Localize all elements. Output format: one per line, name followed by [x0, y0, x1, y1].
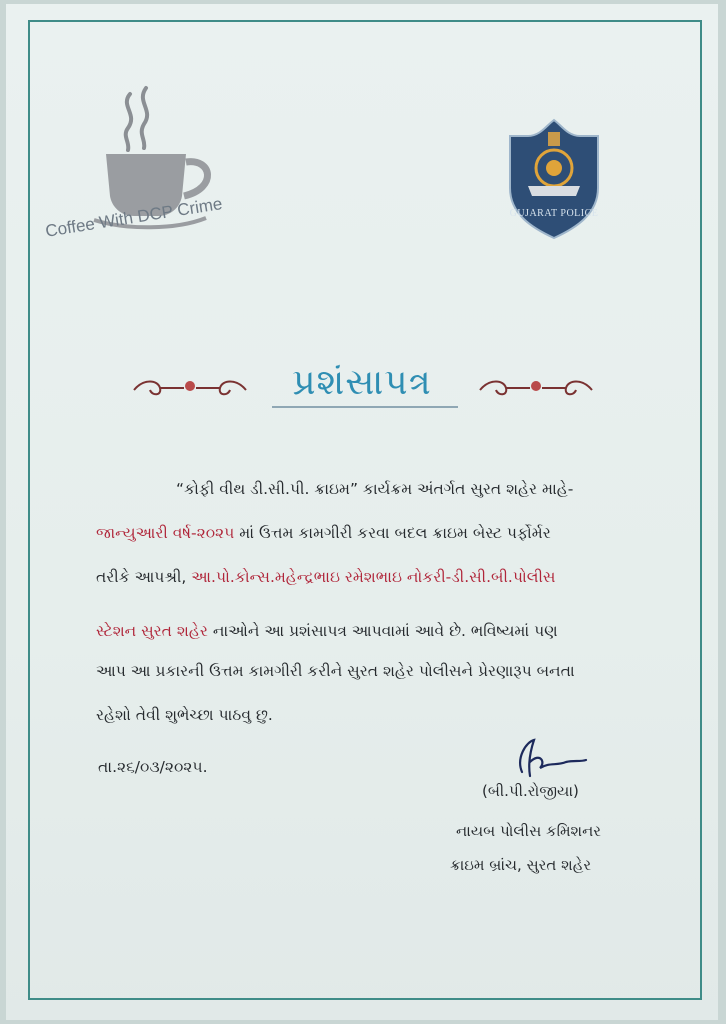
recipient-name: આ.પો.કોન્સ.મહેન્દ્રભાઇ રમેશભાઇ નોકરી-ડી.સી.બી.પોલીસ [191, 568, 556, 586]
body-line-3-prefix: તરીકે આપશ્રી, [96, 568, 192, 586]
body-line-5: આપ આ પ્રકારની ઉત્તમ કામગીરી કરીને સુરત શહેર પોલીસને પ્રેરણારૂપ બનતા [96, 662, 575, 680]
body-line-3 [96, 566, 656, 588]
signatory-name: (બી.પી.રોજીયા) [482, 782, 579, 800]
ornament-right-icon [476, 374, 596, 400]
title-underline [272, 406, 458, 408]
body-date-highlight: જાન્યુઆરી વર્ષ-૨૦૨૫ [96, 524, 235, 542]
signature-icon [500, 732, 590, 782]
body-line-4 [96, 620, 656, 642]
body-line-2-text: માં ઉત્તમ કામગીરી કરવા બદલ ક્રાઇમ બેસ્ટ પર્ફોર્મર [234, 524, 551, 542]
certificate-date: તા.૨૬/૦૩/૨૦૨૫. [98, 758, 208, 776]
badge-text: GUJARAT POLICE [509, 208, 599, 219]
body-line-6: રહેશો તેવી શુભેચ્છા પાઠવુ છુ. [96, 706, 273, 724]
recipient-station: સ્ટેશન સુરત શહેર [96, 622, 208, 640]
signatory-office: ક્રાઇમ બ્રાંચ, સુરત શહેર [450, 856, 592, 874]
body-line-1: “કોફી વીથ ડી.સી.પી. ક્રાઇમ” કાર્યક્રમ અંતર્ગત સુરત શહેર માહે- [176, 480, 574, 498]
logo-caption: Coffee With DCP Crime [44, 194, 224, 241]
body-line-4-text: નાઓને આ પ્રશંસાપત્ર આપવામાં આવે છે. ભવિષ્યમાં પણ [207, 622, 558, 640]
signatory-designation: નાયબ પોલીસ કમિશનર [456, 822, 602, 840]
certificate-title: પ્રશંસાપત્ર [292, 362, 432, 403]
title-row [0, 362, 726, 422]
police-badge-icon [488, 110, 620, 242]
body-line-2 [96, 522, 656, 544]
ornament-left-icon [130, 374, 250, 400]
